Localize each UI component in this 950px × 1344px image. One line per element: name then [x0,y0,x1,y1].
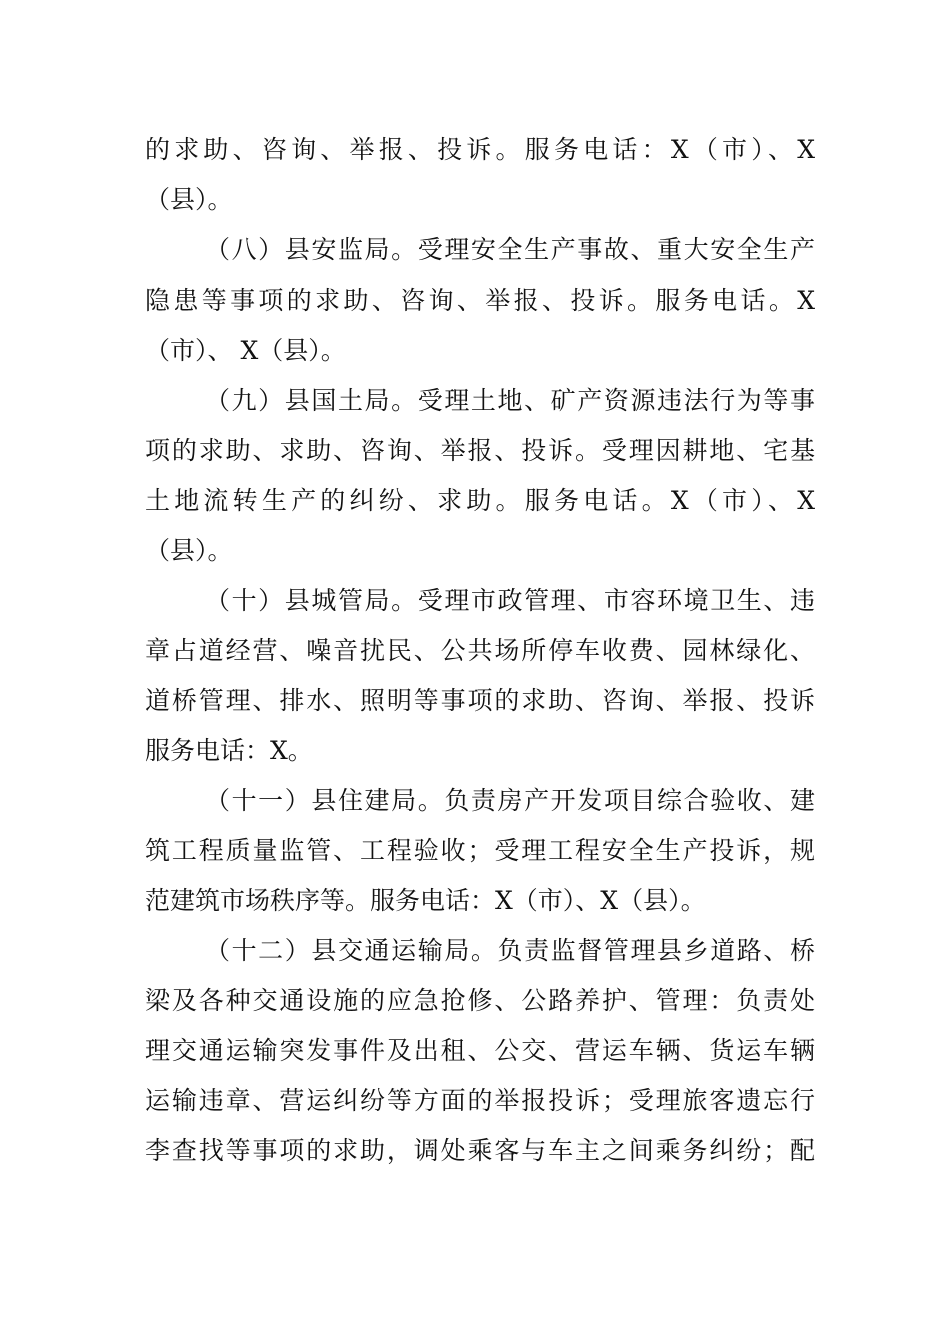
section-11-heading-line: （十一）县住建局。负责房产开发项目综合验收、建 [205,786,815,815]
section-10-heading-line: （十）县城管局。受理市政管理、市容环境卫生、违 [205,586,815,615]
text-line: （市）、 X（县）。 [145,336,346,365]
text-line: （县）。 [145,536,233,565]
text-line: 理交通运输突发事件及出租、公交、营运车辆、货运车辆 [145,1036,815,1065]
text-line: 李查找等事项的求助，调处乘客与车主之间乘务纠纷；配 [145,1136,815,1165]
text-line: 的求助、咨询、举报、投诉。服务电话：X（市）、X [145,135,815,164]
section-9-heading-line: （九）县国土局。受理土地、矿产资源违法行为等事 [205,386,815,415]
text-line: 筑工程质量监管、工程验收；受理工程安全生产投诉，规 [145,836,815,865]
section-12-heading-line: （十二）县交通运输局。负责监督管理县乡道路、桥 [205,936,815,965]
text-line: 章占道经营、噪音扰民、公共场所停车收费、园林绿化、 [145,636,815,665]
text-line: 隐患等事项的求助、咨询、举报、投诉。服务电话。X [145,286,815,315]
text-line: 服务电话：X。 [145,736,313,765]
text-line: 运输违章、营运纠纷等方面的举报投诉；受理旅客遗忘行 [145,1086,815,1115]
section-8-heading-line: （八）县安监局。受理安全生产事故、重大安全生产 [205,235,815,264]
text-line: 梁及各种交通设施的应急抢修、公路养护、管理：负责处 [145,986,815,1015]
text-line: 道桥管理、排水、照明等事项的求助、咨询、举报、投诉 [145,686,815,715]
text-line: 项的求助、求助、咨询、举报、投诉。受理因耕地、宅基 [145,436,815,465]
text-line: 土地流转生产的纠纷、求助。服务电话。X（市）、X [145,486,815,515]
text-line: （县）。 [145,185,233,214]
text-line: 范建筑市场秩序等。服务电话：X（市）、X（县）。 [145,886,706,915]
